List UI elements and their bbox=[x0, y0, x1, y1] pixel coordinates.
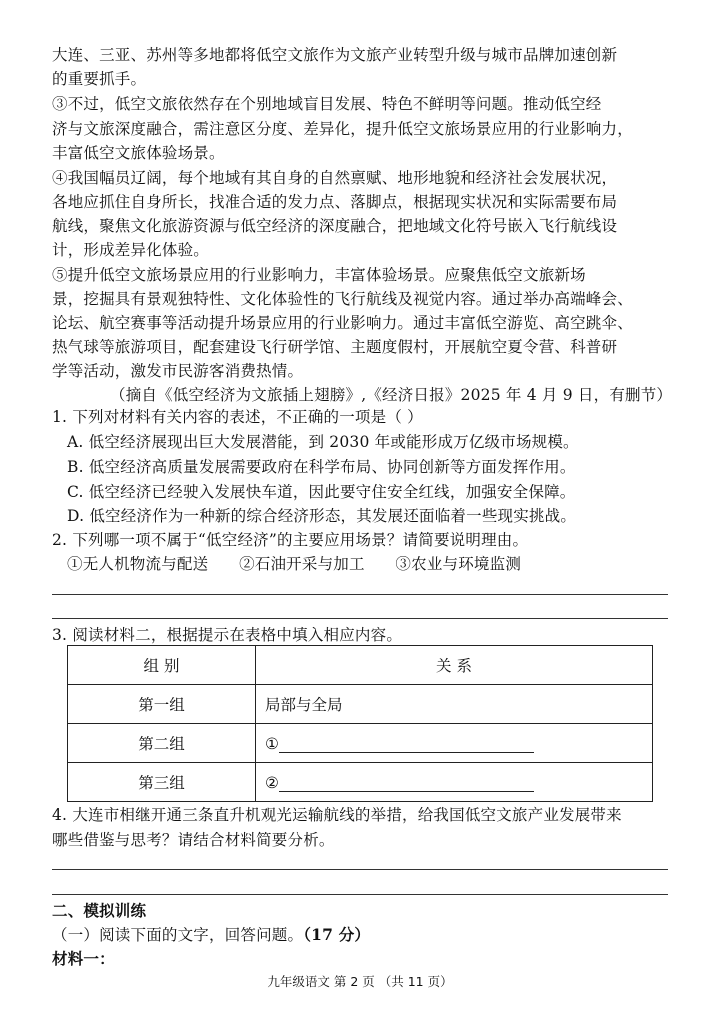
passage-line: ⑤提升低空文旅场景应用的行业影响力，丰富体验场景。应聚焦低空文旅新场 bbox=[52, 266, 586, 284]
passage-line: 济与文旅深度融合，需注意区分度、差异化，提升低空文旅场景应用的行业影响力， bbox=[52, 120, 633, 138]
blank-marker: ② bbox=[265, 773, 279, 792]
passage-line: 热气球等旅游项目，配套建设飞行研学馆、主题度假村，开展航空夏令营、科普研 bbox=[52, 338, 618, 356]
section-title: 二、模拟训练 bbox=[52, 901, 147, 920]
table-cell-relation: 局部与全局 bbox=[256, 685, 653, 724]
question-3-stem: 3. 阅读材料二，根据提示在表格中填入相应内容。 bbox=[52, 626, 403, 644]
table-cell-relation bbox=[256, 724, 653, 763]
passage-line: 论坛、航空赛事等活动提升场景应用的行业影响力。通过丰富低空游览、高空跳伞、 bbox=[52, 314, 633, 332]
passage-line: 航线，聚焦文化旅游资源与低空经济的深度融合，把地域文化符号嵌入飞行航线设 bbox=[52, 217, 618, 235]
fill-in-blank[interactable] bbox=[279, 734, 534, 753]
passage-line: 丰富低空文旅体验场景。 bbox=[52, 144, 225, 162]
table-header-row bbox=[68, 646, 653, 685]
score-label: （17 分） bbox=[303, 925, 371, 944]
question-1-stem: 1. 下列对材料有关内容的表述，不正确的一项是（ ） bbox=[52, 408, 423, 426]
question-1-option-a: A. 低空经济展现出巨大发展潜能，到 2030 年或能形成万亿级市场规模。 bbox=[67, 433, 579, 451]
question-1-option-d: D. 低空经济作为一种新的综合经济形态，其发展还面临着一些现实挑战。 bbox=[67, 507, 577, 525]
passage-line: 景，挖掘具有景观独特性、文化体验性的飞行航线及视觉内容。通过举办高端峰会、 bbox=[52, 290, 633, 308]
table-header-relation: 关 系 bbox=[256, 646, 653, 685]
answer-line[interactable] bbox=[52, 894, 668, 895]
table-row bbox=[68, 685, 653, 724]
passage-line: ③不过，低空文旅依然存在个别地域盲目发展、特色不鲜明等问题。推动低空经 bbox=[52, 95, 602, 113]
table-cell-group: 第三组 bbox=[68, 763, 256, 802]
answer-line[interactable] bbox=[52, 618, 668, 619]
material-label: 材料一： bbox=[52, 949, 115, 968]
question-4-stem-continued: 哪些借鉴与思考？请结合材料简要分析。 bbox=[52, 831, 335, 849]
table-row bbox=[68, 724, 653, 763]
table-cell-relation bbox=[256, 763, 653, 802]
passage-line: ④我国幅员辽阔，每个地域有其自身的自然禀赋、地形地貌和经济社会发展状况， bbox=[52, 169, 618, 187]
passage-line: 学等活动，激发市民游客消费热情。 bbox=[52, 362, 304, 380]
question-4-stem: 4. 大连市相继开通三条直升机观光运输航线的举措，给我国低空文旅产业发展带来 bbox=[52, 806, 622, 824]
section-subtitle bbox=[52, 923, 370, 947]
question-2-choices: ①无人机物流与配送 ②石油开采与加工 ③农业与环境监测 bbox=[67, 555, 522, 573]
passage-line: 各地应抓住自身所长，找准合适的发力点、落脚点，根据现实状况和实际需要布局 bbox=[52, 193, 618, 211]
question-1-option-b: B. 低空经济高质量发展需要政府在科学布局、协同创新等方面发挥作用。 bbox=[67, 458, 576, 476]
table-header-group: 组 别 bbox=[68, 646, 256, 685]
table-row bbox=[68, 763, 653, 802]
passage-line: 的重要抓手。 bbox=[52, 70, 147, 88]
passage-line: 计，形成差异化体验。 bbox=[52, 241, 210, 259]
table-cell-group: 第一组 bbox=[68, 685, 256, 724]
source-note: （摘自《低空经济为文旅插上翅膀》,《经济日报》2025 年 4 月 9 日，有删节） bbox=[110, 386, 673, 404]
relation-table bbox=[67, 645, 653, 802]
blank-marker: ① bbox=[265, 734, 279, 753]
passage-line: 大连、三亚、苏州等多地都将低空文旅作为文旅产业转型升级与城市品牌加速创新 bbox=[52, 46, 618, 64]
question-1-option-c: C. 低空经济已经驶入发展快车道，因此要守住安全红线，加强安全保障。 bbox=[67, 483, 576, 501]
answer-line[interactable] bbox=[52, 594, 668, 595]
answer-line[interactable] bbox=[52, 869, 668, 870]
page-footer: 九年级语文 第 2 页 （共 11 页） bbox=[267, 974, 453, 989]
question-2-stem: 2. 下列哪一项不属于“低空经济”的主要应用场景？请简要说明理由。 bbox=[52, 531, 529, 549]
table-cell-group: 第二组 bbox=[68, 724, 256, 763]
subtitle-text: （一）阅读下面的文字，回答问题。 bbox=[52, 926, 304, 944]
fill-in-blank[interactable] bbox=[279, 773, 534, 792]
